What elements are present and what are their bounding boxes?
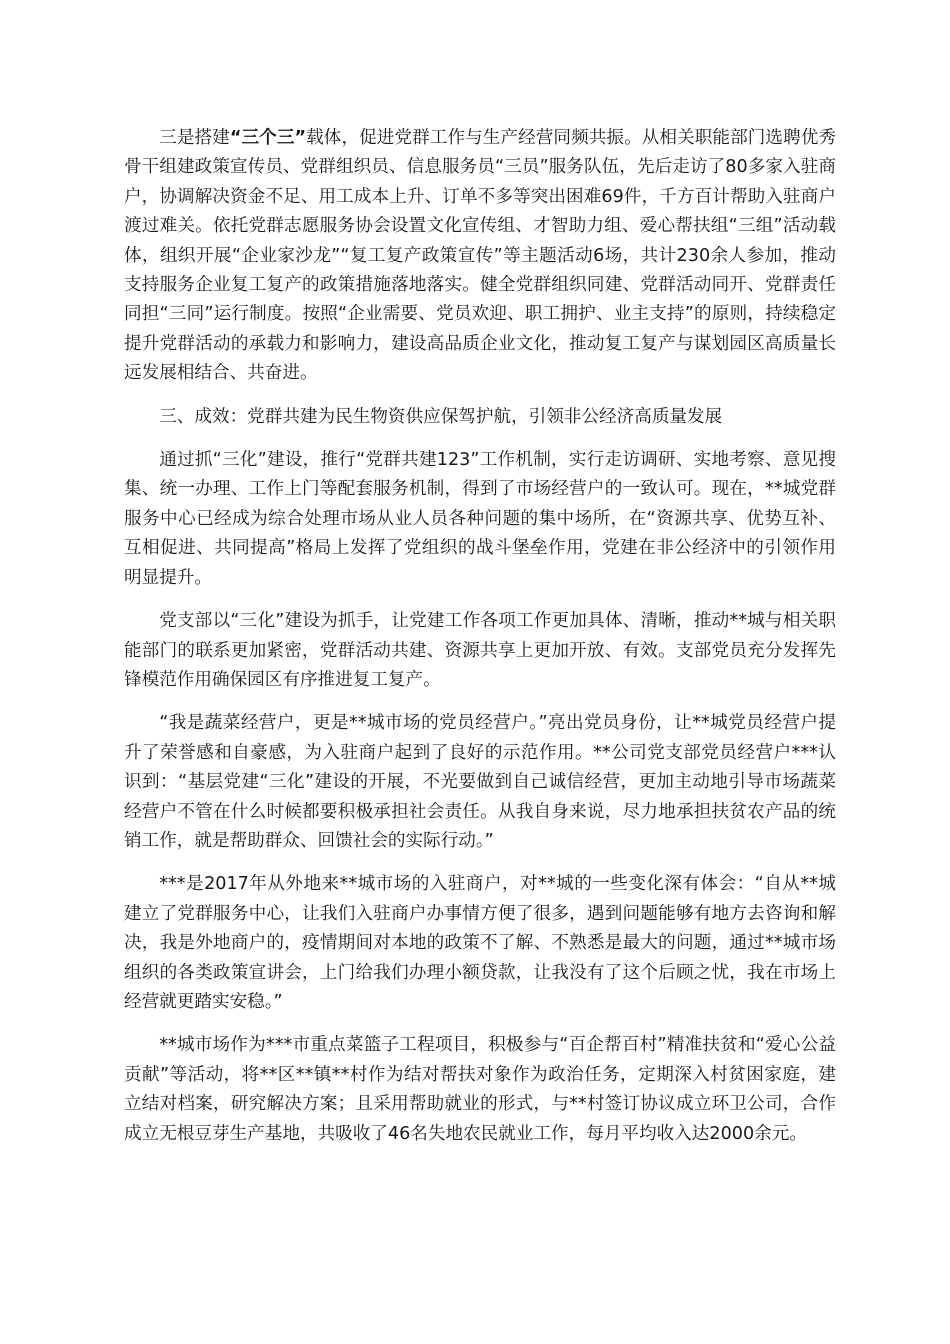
- paragraph-lead: 三是搭建: [159, 128, 230, 148]
- paragraph-three-carriers: [124, 124, 836, 389]
- paragraph-merchant-quote: ***是2017年从外地来**城市场的入驻商户，对**城的一些变化深有体会：“自从**城建立了党群服务中心，让我们入驻商户办事情方便了很多，遇到问题能够有地方去咨询和解决，我是外地商户的，疫情期间对本地的政策不了解、不熟悉是最大的问题，通过**城市场组织的各类政策宣讲会，上门给我们办理小额贷款，让我没有了这个后顾之忧，我在市场上经营就更踏实安稳。”: [124, 874, 836, 1012]
- paragraph-text: 载体，促进党群工作与生产经营同频共振。从相关职能部门选聘优秀骨干组建政策宣传员、党群组织员、信息服务员“三员”服务队伍，先后走访了80多家入驻商户，协调解决资金不足、用工成本上升、订单不多等突出困难69件，千方百计帮助入驻商户渡过难关。依托党群志愿服务协会设置文化宣传组、才智助力组、爱心帮扶组“三组”活动载体，组织开展“企业家沙龙”“复工复产政策宣传”等主题活动6场，共计230余人参加，推动支持服务企业复工复产的政策措施落地落实。健全党群组织同建、党群活动同开、党群责任同担“三同”运行制度。按照“企业需要、党员欢迎、职工拥护、业主支持”的原则，持续稳定提升党群活动的承载力和影响力，建设高品质企业文化，推动复工复产与谋划园区高质量长远发展相结合、共奋进。: [124, 128, 836, 384]
- section-heading-results: 三、成效：党群共建为民生物资供应保驾护航，引领非公经济高质量发展: [159, 406, 723, 427]
- paragraph-poverty-alleviation: **城市场作为***市重点菜篮子工程项目，积极参与“百企帮百村”精准扶贫和“爱心公益贡献”等活动，将**区**镇**村作为结对帮扶对象作为政治任务，定期深入村贫困家庭，建立结对档案，研究解决方案；且采用帮助就业的形式，与**村签订协议成立环卫公司，合作成立无根豆芽生产基地，共吸收了46名失地农民就业工作，每月平均收入达2000余元。: [124, 1035, 836, 1144]
- paragraph-mechanism: 通过抓“三化”建设，推行“党群共建123”工作机制，实行走访调研、实地考察、意见搜集、统一办理、工作上门等配套服务机制，得到了市场经营户的一致认可。现在，**城党群服务中心已经成为综合处理市场从业人员各种问题的集中场所，在“资源共享、优势互补、互相促进、共同提高”格局上发挥了党组织的战斗堡垒作用，党建在非公经济中的引领作用明显提升。: [124, 450, 836, 588]
- paragraph-vegetable-vendor-quote: “我是蔬菜经营户，更是**城市场的党员经营户。”亮出党员身份，让**城党员经营户提升了荣誉感和自豪感，为入驻商户起到了良好的示范作用。**公司党支部党员经营户***认识到：“基层党建“三化”建设的开展，不光要做到自己诚信经营，更加主动地引导市场蔬菜经营户不管在什么时候都要积极承担社会责任。从我自身来说，尽力地承担扶贫农产品的统销工作，就是帮助群众、回馈社会的实际行动。”: [124, 713, 836, 851]
- bold-phrase: “三个三”: [229, 128, 307, 148]
- document-page: [124, 124, 836, 1163]
- paragraph-party-branch: 党支部以“三化”建设为抓手，让党建工作各项工作更加具体、清晰，推动**城与相关职能部门的联系更加紧密，党群活动共建、资源共享上更加开放、有效。支部党员充分发挥先锋模范作用确保园区有序推进复工复产。: [124, 611, 836, 690]
